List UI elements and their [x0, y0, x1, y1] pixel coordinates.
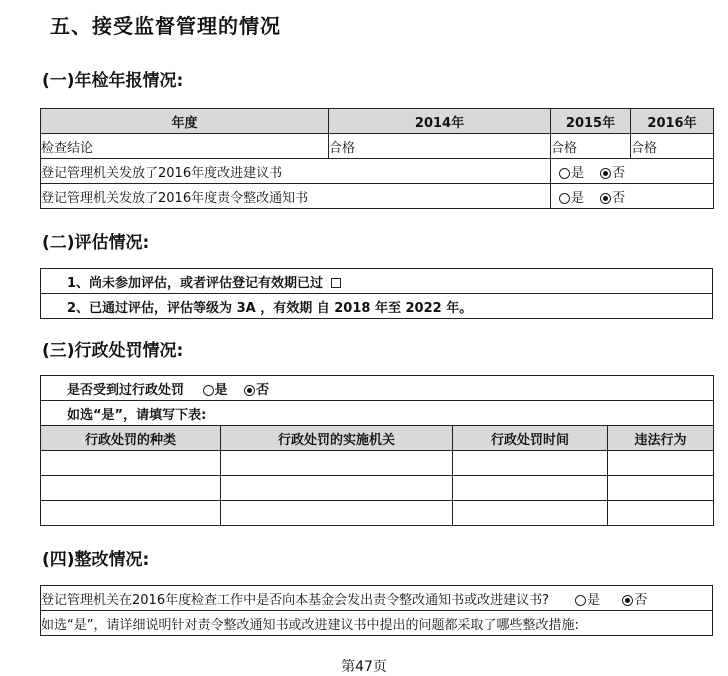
row-order-options: [551, 184, 714, 209]
table-cell[interactable]: [608, 451, 714, 476]
annual-table: [40, 108, 714, 209]
table-cell[interactable]: [41, 451, 221, 476]
rectification-table: [40, 585, 713, 636]
page-number: 第47页: [341, 659, 387, 675]
row-suggestion-options: [551, 159, 714, 184]
table-cell[interactable]: [608, 476, 714, 501]
header-penalty-authority: 行政处罚的实施机关: [221, 426, 453, 451]
table-row: [41, 476, 714, 501]
table-row: [41, 451, 714, 476]
row-suggestion-label: 登记管理机关发放了2016年度改进建议书: [41, 159, 551, 184]
row-check-2016: 合格: [631, 134, 714, 159]
radio-yes-icon[interactable]: [559, 168, 570, 179]
header-penalty-time: 行政处罚时间: [453, 426, 608, 451]
row-check-label: 检查结论: [41, 134, 329, 159]
table-cell[interactable]: [453, 476, 608, 501]
header-2014: 2014年: [329, 109, 551, 134]
row-check-2014: 合格: [329, 134, 551, 159]
annual-heading: (一)年检年报情况:: [42, 71, 184, 91]
radio-no-selected-icon[interactable]: [622, 595, 633, 606]
penalty-instruction: 如选“是”，请填写下表:: [41, 401, 714, 426]
penalty-question-row: [41, 376, 714, 401]
option-no-label: 否: [256, 382, 270, 398]
header-2016: 2016年: [631, 109, 714, 134]
checkbox-icon[interactable]: [331, 278, 341, 288]
evaluation-line-1-text: 1、尚未参加评估，或者评估登记有效期已过: [67, 275, 324, 291]
section-title: 五、接受监督管理的情况: [50, 14, 281, 38]
evaluation-table: [40, 268, 713, 319]
penalty-question: 是否受到过行政处罚: [67, 382, 185, 398]
evaluation-heading: (二)评估情况:: [42, 233, 150, 253]
table-cell[interactable]: [221, 501, 453, 526]
rectification-heading: (四)整改情况:: [42, 550, 150, 570]
rectification-question: 登记管理机关在2016年度检查工作中是否向本基金会发出责令整改通知书或改进建议书?: [41, 592, 549, 608]
rectification-question-row: [41, 586, 713, 611]
table-cell[interactable]: [41, 476, 221, 501]
rectification-instruction: 如选“是”，请详细说明针对责令整改通知书或改进建议书中提出的问题都采取了哪些整改措施:: [41, 611, 713, 636]
table-cell[interactable]: [221, 476, 453, 501]
row-order-label: 登记管理机关发放了2016年度责令整改通知书: [41, 184, 551, 209]
table-cell[interactable]: [41, 501, 221, 526]
radio-no-selected-icon[interactable]: [244, 385, 255, 396]
option-no-label: 否: [612, 165, 626, 181]
option-no-label: 否: [634, 592, 648, 608]
row-check-2015: 合格: [551, 134, 631, 159]
table-cell[interactable]: [453, 451, 608, 476]
evaluation-line-2: 2、已通过评估，评估等级为 3A ，有效期 自 2018 年至 2022 年。: [41, 294, 713, 319]
table-cell[interactable]: [221, 451, 453, 476]
table-cell[interactable]: [608, 501, 714, 526]
penalty-table: [40, 375, 714, 526]
table-cell[interactable]: [453, 501, 608, 526]
radio-yes-icon[interactable]: [559, 193, 570, 204]
option-yes-label: 是: [571, 190, 585, 206]
option-yes-label: 是: [571, 165, 585, 181]
radio-no-selected-icon[interactable]: [600, 168, 611, 179]
header-year: 年度: [41, 109, 329, 134]
radio-no-selected-icon[interactable]: [600, 193, 611, 204]
evaluation-line-1: [41, 269, 713, 294]
option-no-label: 否: [612, 190, 626, 206]
penalty-heading: (三)行政处罚情况:: [42, 341, 184, 361]
header-penalty-type: 行政处罚的种类: [41, 426, 221, 451]
radio-yes-icon[interactable]: [575, 595, 586, 606]
header-2015: 2015年: [551, 109, 631, 134]
option-yes-label: 是: [214, 382, 228, 398]
radio-yes-icon[interactable]: [203, 385, 214, 396]
option-yes-label: 是: [587, 592, 601, 608]
header-violation: 违法行为: [608, 426, 714, 451]
table-row: [41, 501, 714, 526]
